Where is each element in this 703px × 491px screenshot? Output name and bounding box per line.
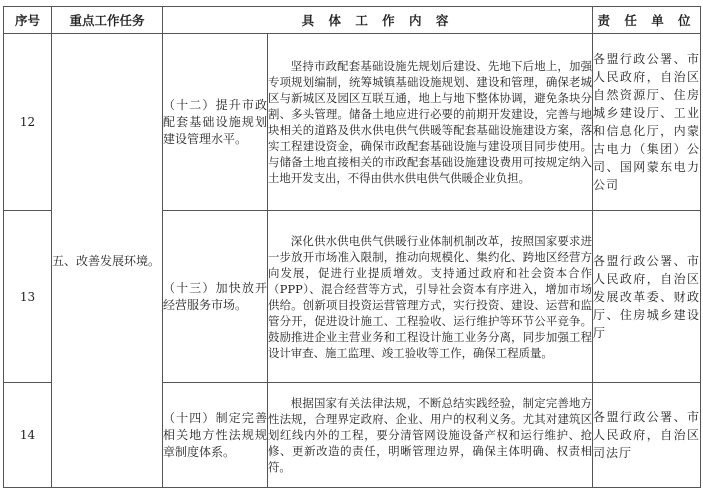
work-content: 深化供水供电供气供暖行业体制机制改革，按照国家要求进一步放开市场准入限制，推动向规模化、集约化、跨地区经营方向发展，促进行业提质增效。支持通过政府和社会资本合作（PPP）、混合经营等方式，引导社会资本有序进入，增加市场供给。创新项目投资运营管理方式，实行投资、建设、运营和监管分开，促进设计施工、工程验收、运行维护等环节公平竞争。鼓励推进企业主营业务和工程设计施工业务分离，同步加强工程设计审查、施工监理、竣工验收等工作，确保工程质量。 (268, 211, 593, 383)
header-task: 重点工作任务 (52, 7, 163, 34)
work-content: 根据国家有关法律法规，不断总结实践经验，制定完善地方性法规，合理界定政府、企业、用户的权利义务。尤其对建筑区划红线内外的工程，要分清管网设施设备产权和运行维护、抢修、更新改造的责任，明晰管理边界，确保主体明确、权责相符。 (268, 383, 593, 488)
table-row (4, 34, 701, 211)
row-number: 14 (4, 383, 52, 488)
responsible-units: 各盟行政公署、市人民政府，自治区发展改革委、财政厅、住房城乡建设厅 (593, 211, 701, 383)
task-table (3, 6, 701, 488)
row-number: 13 (4, 211, 52, 383)
subtask: （十四）制定完善相关地方性法规规章制度体系。 (163, 383, 268, 488)
header-row (4, 7, 701, 34)
header-content: 具 体 工 作 内 容 (163, 7, 593, 34)
work-content: 坚持市政配套基础设施先规划后建设、先地下后地上，加强专项规划编制，统筹城镇基础设施规划、建设和管理，确保老城区与新城区及园区互联互通，地上与地下整体协调，避免条块分割、多头管理。储备土地应进行必要的前期开发建设，完善与地块相关的道路及供水供电供气供暖等配套基础设施建设方案，落实工程建设资金，确保市政配套基础设施与建设项目同步使用。与储备土地直接相关的市政配套基础设施建设费用可按规定纳入土地开发支出，不得由供水供电供气供暖企业负担。 (268, 34, 593, 211)
subtask: （十二）提升市政配套基础设施规划建设管理水平。 (163, 34, 268, 211)
row-number: 12 (4, 34, 52, 211)
group-task: 五、改善发展环境。 (52, 34, 163, 488)
header-responsible: 责 任 单 位 (593, 7, 701, 34)
responsible-units: 各盟行政公署、市人民政府，自治区自然资源厅、住房城乡建设厅、工业和信息化厅，内蒙古电力（集团）公司、国网蒙东电力公司 (593, 34, 701, 211)
subtask: （十三）加快放开经营服务市场。 (163, 211, 268, 383)
header-no: 序号 (4, 7, 52, 34)
responsible-units: 各盟行政公署、市人民政府，自治区司法厅 (593, 383, 701, 488)
